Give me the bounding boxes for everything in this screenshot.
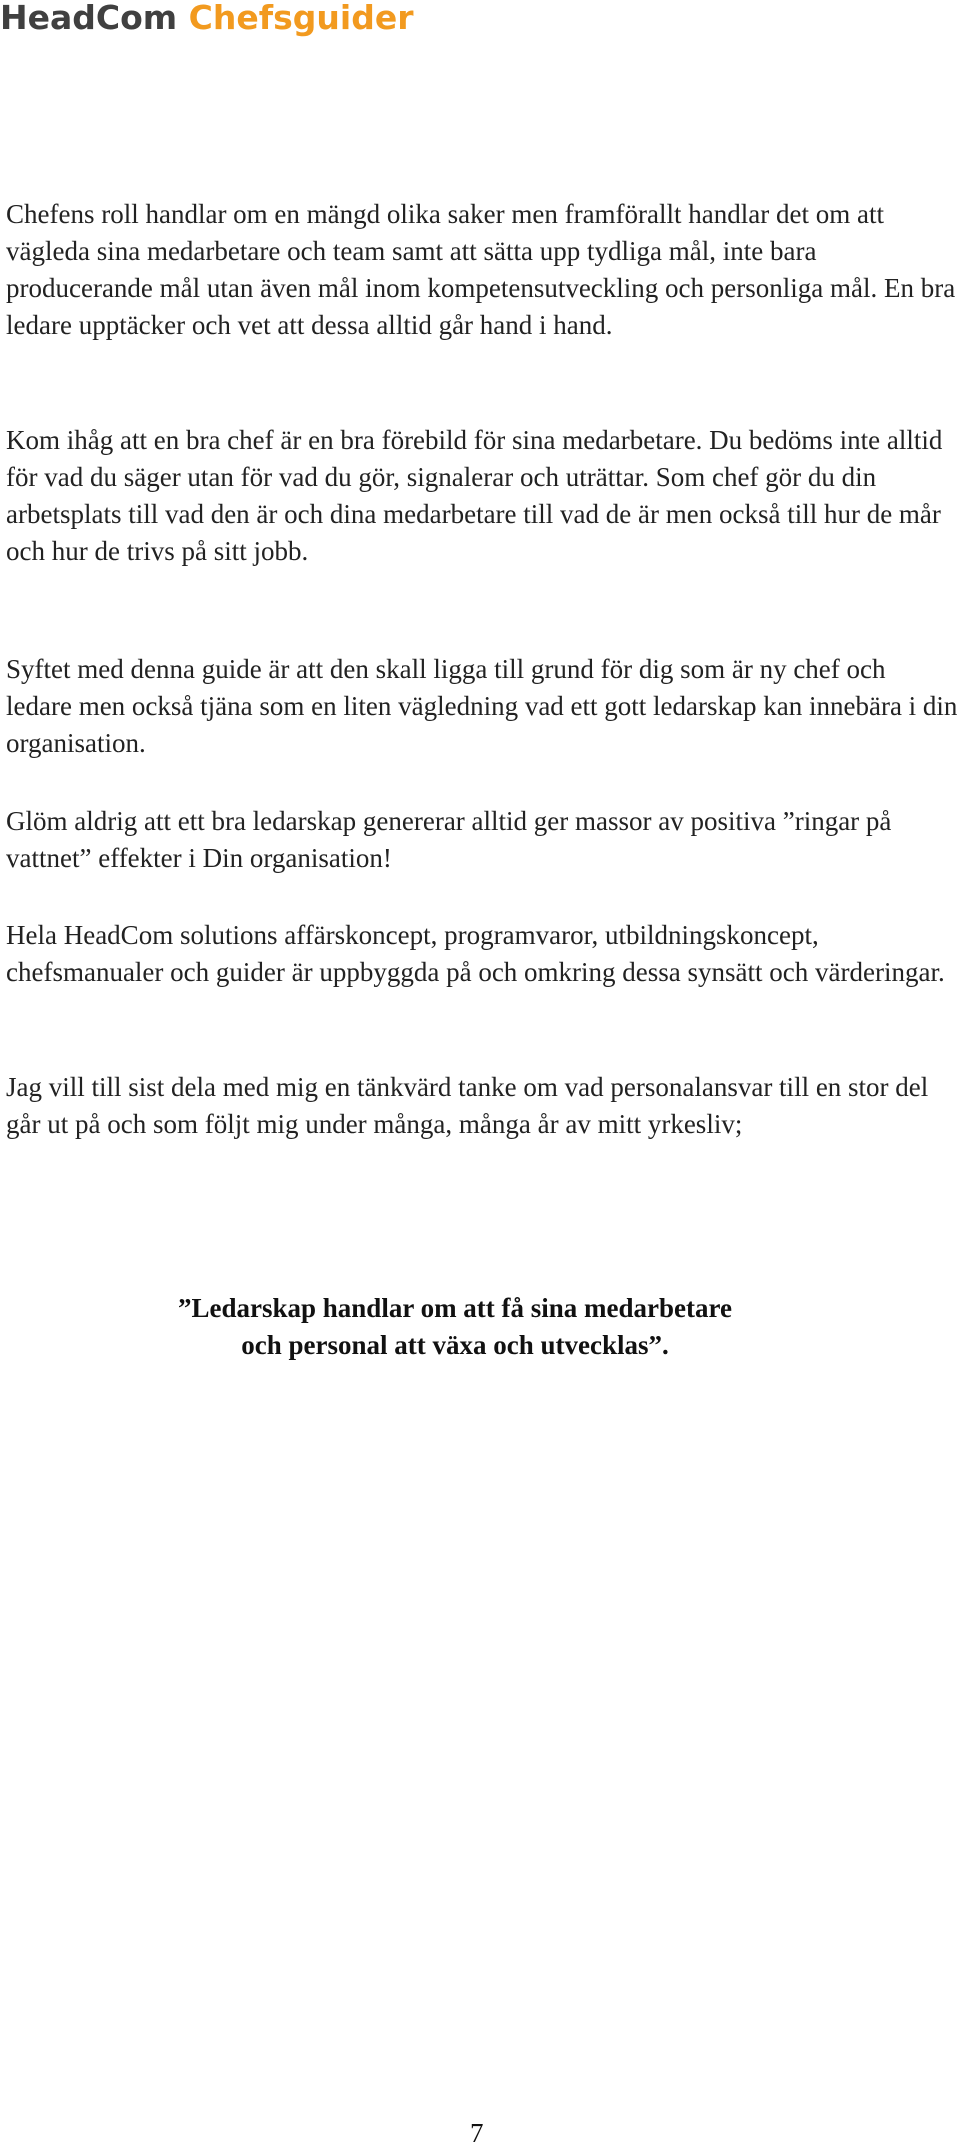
paragraph-chefens-roll: Chefens roll handlar om en mängd olika saker men framförallt handlar det om att vägleda sina medarbetare och team samt att sätta upp tydliga mål, inte bara producerande mål utan även mål inom kompetensutveckling och personliga mål. En bra ledare upptäcker och vet att dessa alltid går hand i hand. — [6, 199, 956, 340]
paragraph-glom-aldrig: Glöm aldrig att ett bra ledarskap genererar alltid ger massor av positiva ”ringar på vattnet” effekter i Din organisation! — [6, 806, 892, 873]
quote-line-2: och personal att växa och utvecklas”. — [241, 1330, 669, 1360]
page-number: 7 — [470, 2118, 484, 2148]
paragraph-headcom-solutions: Hela HeadCom solutions affärskoncept, programvaror, utbildningskoncept, chefsmanualer och guider är uppbyggda på och omkring dessa synsätt och värderingar. — [6, 920, 945, 987]
header-product: Chefsguider — [188, 0, 414, 37]
paragraph-forebild: Kom ihåg att en bra chef är en bra förebild för sina medarbetare. Du bedöms inte alltid för vad du säger utan för vad du gör, signalerar och uträttar. Som chef gör du din arbetsplats till vad den är och dina medarbetare till vad de är men också till hur de mår och hur de trivs på sitt jobb. — [6, 425, 943, 566]
quote-line-1: ”Ledarskap handlar om att få sina medarbetare — [177, 1293, 732, 1323]
leadership-quote — [0, 1290, 960, 1364]
header-brand: HeadCom — [0, 0, 178, 37]
page-header — [0, 0, 413, 40]
paragraph-tankvard-tanke: Jag vill till sist dela med mig en tänkvärd tanke om vad personalansvar till en stor del går ut på och som följt mig under många, många år av mitt yrkesliv; — [6, 1072, 929, 1139]
paragraph-syftet: Syftet med denna guide är att den skall ligga till grund för dig som är ny chef och ledare men också tjäna som en liten vägledning vad ett gott ledarskap kan innebära i din organisation. — [6, 654, 958, 758]
